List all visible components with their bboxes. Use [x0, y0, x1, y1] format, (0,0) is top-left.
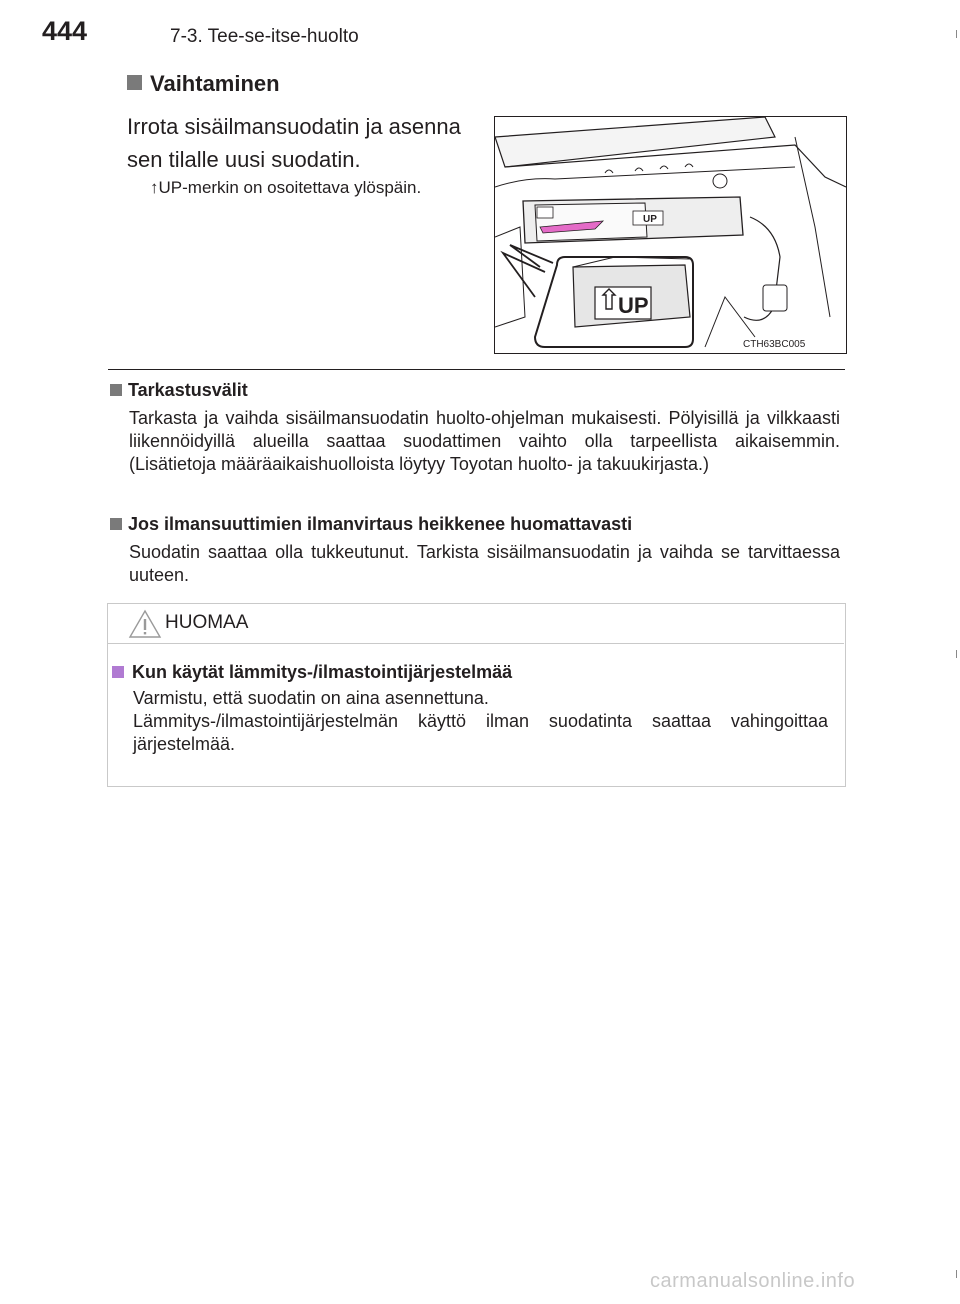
warning-triangle-icon [128, 609, 162, 644]
section-note [150, 178, 421, 198]
caution-label: HUOMAA [165, 612, 249, 633]
bullet-square-icon [110, 384, 122, 396]
bullet-square-icon [110, 518, 122, 530]
section-intro: Irrota sisäilmansuodatin ja asenna sen tilalle uusi suodatin. [127, 114, 461, 172]
small-up-label: UP [643, 214, 657, 225]
item-body-inspection: Tarkasta ja vaihda sisäilmansuodatin huolto-ohjelman mukaisesti. Pölyisillä ja vilkkaasti liikennöidyillä alueilla saattaa suodattimen vaihto olla tarpeellista aikaisemmin. (Lisätietoja määräaikaishuolloista löytyy Toyotan huolto- ja takuukirjasta.) [129, 408, 840, 474]
crop-mark [956, 30, 957, 38]
filter-illustration [494, 116, 847, 354]
section-heading-text: Vaihtaminen [150, 71, 280, 96]
caution-heading-text: Kun käytät lämmitys-/ilmastointijärjestelmää [132, 662, 513, 682]
section-heading [127, 71, 280, 97]
crop-mark [956, 1270, 957, 1278]
large-up-label: UP [618, 293, 649, 318]
crop-mark [956, 650, 957, 658]
item-heading-text: Tarkastusvälit [128, 380, 248, 400]
filter-drawing [495, 117, 846, 353]
caution-line-2: Lämmitys-/ilmastointijärjestelmän käyttö ilman suodatinta saattaa vahingoittaa järjestelmää. [133, 711, 828, 754]
section-note-text: UP-merkin on osoitettava ylöspäin. [158, 178, 422, 197]
illustration-code: CTH63BC005 [743, 339, 806, 350]
item-heading-text: Jos ilmansuuttimien ilmanvirtaus heikkenee huomattavasti [128, 514, 633, 534]
chapter-title: 7-3. Tee-se-itse-huolto [170, 26, 359, 47]
caution-body [133, 687, 828, 756]
caution-divider [108, 643, 844, 644]
item-heading-airflow [110, 514, 632, 535]
section-divider [108, 369, 845, 370]
page-number: 444 [42, 16, 88, 46]
watermark: carmanualsonline.info [650, 1270, 856, 1292]
caution-bullet-icon [112, 666, 124, 678]
item-body-airflow: Suodatin saattaa olla tukkeutunut. Tarkista sisäilmansuodatin ja vaihda se tarvittaessa uuteen. [129, 542, 840, 585]
caution-heading [112, 662, 512, 683]
up-arrow-icon: ↑ [150, 178, 159, 197]
caution-line-1: Varmistu, että suodatin on aina asennettuna. [133, 688, 489, 708]
bullet-square-icon [127, 75, 142, 90]
item-heading-inspection [110, 380, 248, 401]
